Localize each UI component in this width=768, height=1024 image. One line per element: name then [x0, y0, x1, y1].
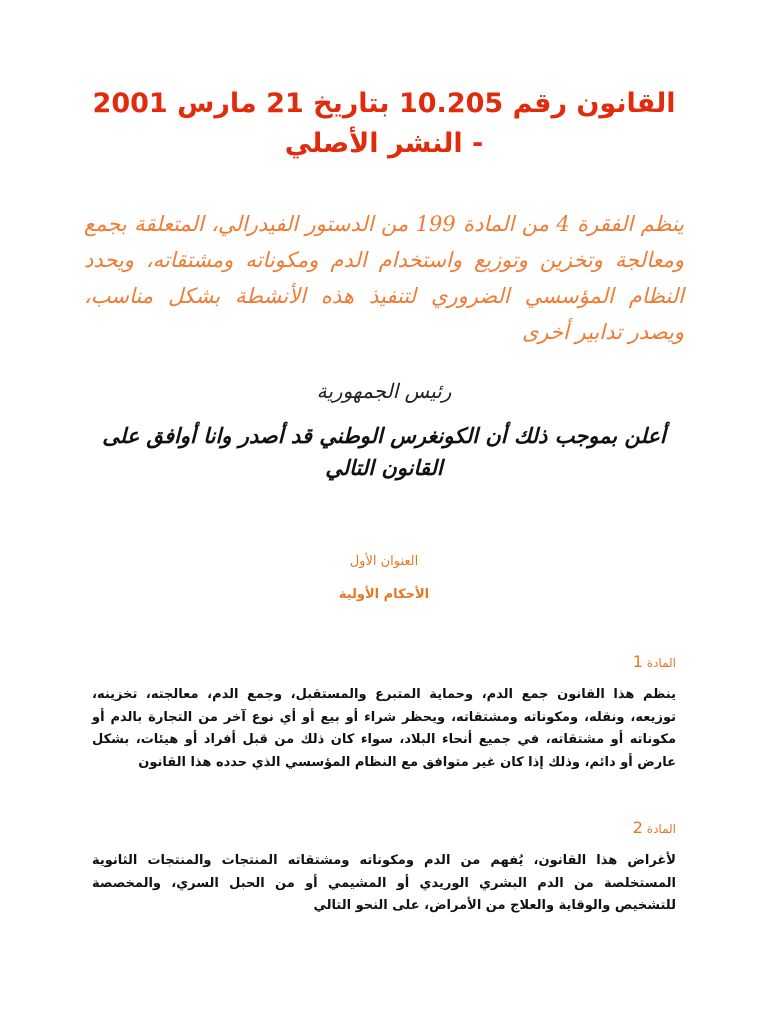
article-1-number: 1: [632, 652, 643, 671]
article-2-text: لأغراض هذا القانون، يُفهم من الدم ومكوناته ومشتقاته المنتجات والمنتجات الثانوية المستخلصة من الدم البشري الوريدي أو المشيمي أو من الحبل السري، والمخصصة للتشخيص والوقاية والعلاج من الأمراض، على النحو التالي: [92, 853, 676, 913]
section-title: العنوان الأول: [349, 554, 419, 569]
law-summary: ينظم الفقرة 4 من المادة 199 من الدستور الفيدرالي، المتعلقة بجمع ومعالجة وتخزين وتوزيع واستخدام الدم ومكوناته ومشتقاته، ويحدد النظام المؤسسي الضروري لتنفيذ هذه الأنشطة بشكل مناسب، ويصدر تدابير أخرى: [84, 212, 684, 344]
article-1-label: المادة: [646, 656, 676, 670]
president-label: رئيس الجمهورية: [316, 379, 452, 403]
article-1-text: ينظم هذا القانون جمع الدم، وحماية المتبرع والمستقبل، وجمع الدم، معالجته، تخزينه، توزيعه، ونقله، ومكوناته ومشتقاته، ويحظر شراء أو بيع أو أي نوع آخر من التجارة بالدم أو مكوناته أو مشتقاته، في جميع أنحاء البلاد، سواء كان ذلك من قبل أفراد أو هيئات، بشكل عارض أو دائم، وذلك إذا كان غير متوافق مع النظام المؤسسي الذي حدده هذا القانون: [92, 687, 676, 770]
article-2-number: 2: [632, 818, 643, 837]
proclamation: أعلن بموجب ذلك أن الكونغرس الوطني قد أصدر وانا أوافق على القانون التالي: [102, 423, 666, 480]
article-2-label: المادة: [646, 822, 676, 836]
article-2-heading: [633, 818, 676, 839]
article-1-heading: [633, 652, 676, 673]
section-subtitle: الأحكام الأولية: [338, 587, 430, 602]
law-title: القانون رقم 10.205 بتاريخ 21 مارس 2001 - النشر الأصلي: [92, 88, 676, 159]
